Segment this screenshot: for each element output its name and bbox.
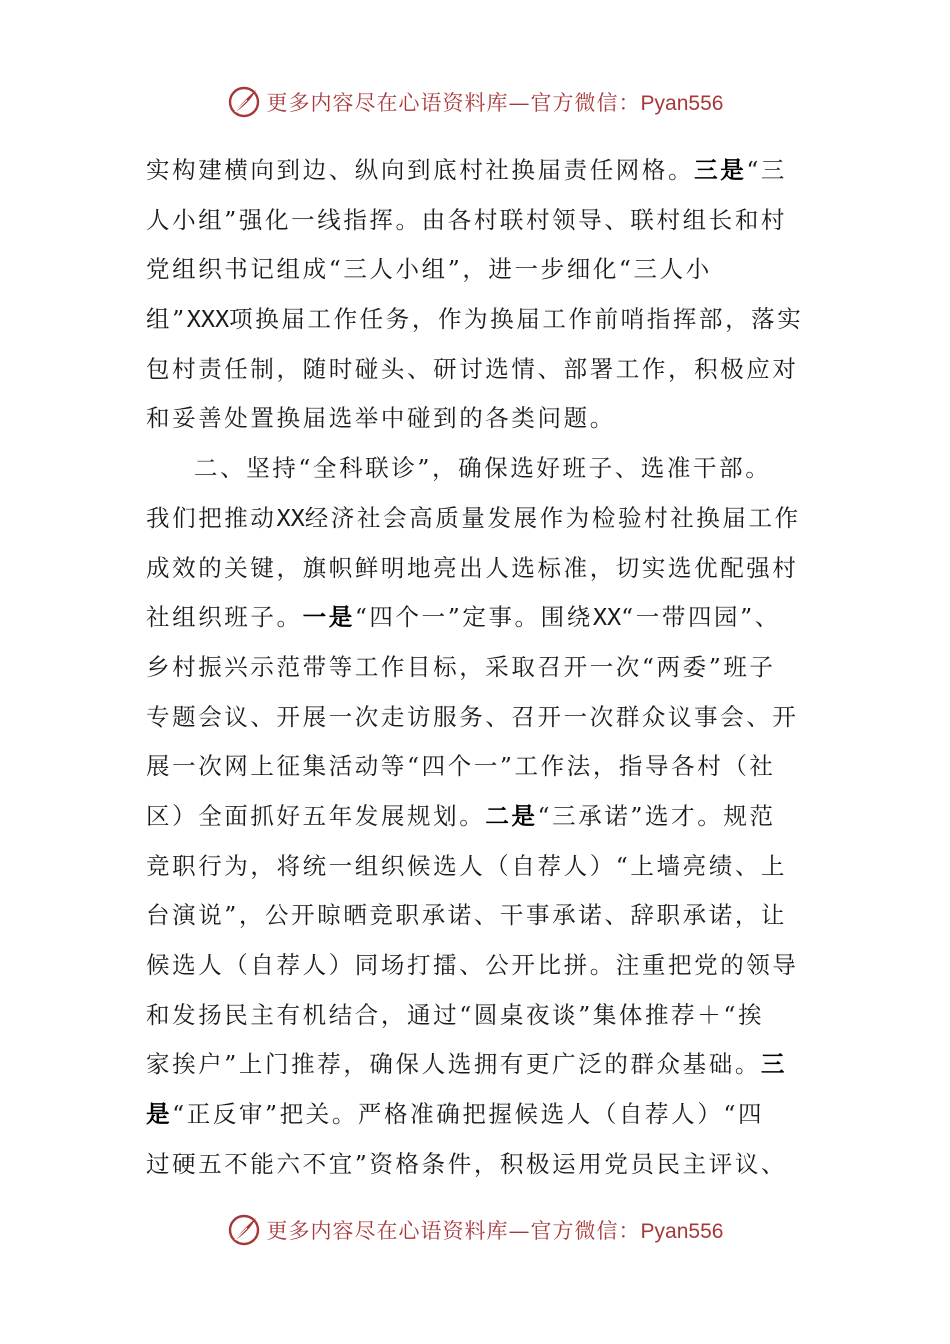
text-segment: 候选人（自荐人）同场打擂、公开比拼。注重把党的领导 xyxy=(146,951,799,979)
text-line xyxy=(146,1140,806,1190)
placeholder-code: XXX xyxy=(186,305,230,334)
text-line xyxy=(146,991,806,1041)
text-segment: 成效的关键，旗帜鲜明地亮出人选标准，切实选优配强村 xyxy=(146,553,799,582)
document-body xyxy=(146,146,806,1189)
text-segment: 过硬五不能六不宜”资格条件，积极运用党员民主评议、 xyxy=(146,1149,788,1178)
text-segment: 区）全面抓好五年发展规划。 xyxy=(146,801,486,830)
text-line xyxy=(146,544,806,594)
text-segment: 社组织班子。 xyxy=(146,603,303,632)
feather-pen-logo-icon xyxy=(227,85,261,119)
text-line xyxy=(146,842,806,892)
text-segment: 台演说”，公开晾晒竞职承诺、干事承诺、辞职承诺，让 xyxy=(146,901,788,930)
footer-banner xyxy=(0,1208,950,1252)
feather-pen-logo-icon xyxy=(227,1213,261,1247)
text-segment: 包村责任制，随时碰头、研讨选情、部署工作，积极应对 xyxy=(146,354,799,383)
text-line xyxy=(146,196,806,246)
banner-text: 更多内容尽在心语资料库—官方微信：Pyan556 xyxy=(266,91,724,115)
text-segment: 家挨户”上门推荐，确保人选拥有更广泛的群众基础。 xyxy=(146,1050,761,1079)
text-segment: 和发扬民主有机结合，通过“圆桌夜谈”集体推荐＋“挨 xyxy=(146,1000,765,1029)
text-line xyxy=(146,494,806,544)
text-line xyxy=(146,1040,806,1090)
text-segment: 人小组”强化一线指挥。由各村联村领导、联村组长和村 xyxy=(146,205,788,234)
text-segment: “正反审”把关。严格准确把握候选人（自荐人）“四 xyxy=(172,1100,765,1129)
banner-text: 更多内容尽在心语资料库—官方微信：Pyan556 xyxy=(266,1219,724,1243)
text-line xyxy=(146,891,806,941)
text-line xyxy=(146,295,806,345)
text-line xyxy=(146,643,806,693)
text-line xyxy=(146,742,806,792)
bold-emphasis: 是 xyxy=(146,1100,173,1129)
text-segment: 实构建横向到边、纵向到底村社换届责任网格。 xyxy=(146,156,695,184)
text-line xyxy=(146,693,806,743)
text-line xyxy=(146,792,806,842)
text-segment: 组” xyxy=(146,305,187,334)
bold-emphasis: 二是 xyxy=(485,801,538,830)
text-line xyxy=(146,245,806,295)
placeholder-code: XX xyxy=(276,503,305,532)
text-segment: “四个一”定事。围绕 xyxy=(354,603,593,632)
text-segment: 经济社会高质量发展作为检验村社换届工作 xyxy=(304,503,801,532)
bold-emphasis: 一是 xyxy=(302,603,355,632)
bold-emphasis: 三 xyxy=(760,1050,788,1079)
text-segment: 我们把推动 xyxy=(146,503,277,532)
text-segment: 展一次网上征集活动等“四个一”工作法，指导各村（社 xyxy=(146,752,776,781)
text-segment: “三 xyxy=(746,156,788,184)
text-line xyxy=(146,146,806,196)
text-line xyxy=(146,444,806,494)
text-line xyxy=(146,1090,806,1140)
text-segment: 专题会议、开展一次走访服务、召开一次群众议事会、开 xyxy=(146,702,799,731)
text-segment: 和妥善处置换届选举中碰到的各类问题。 xyxy=(146,404,616,433)
text-segment: “一带四园”、 xyxy=(621,603,781,632)
text-segment: 项换届工作任务，作为换届工作前哨指挥部，落实 xyxy=(229,305,804,334)
text-line xyxy=(146,593,806,643)
header-banner xyxy=(0,80,950,124)
text-segment: 竞职行为，将统一组织候选人（自荐人）“上墙亮绩、上 xyxy=(146,851,788,880)
text-segment: “三承诺”选才。规范 xyxy=(537,801,776,830)
placeholder-code: XX xyxy=(592,603,622,632)
text-line xyxy=(146,394,806,444)
text-line xyxy=(146,345,806,395)
text-segment: 党组织书记组成“三人小组”，进一步细化“三人小 xyxy=(146,255,712,284)
text-segment: 二、坚持“全科联诊”，确保选好班子、选准干部。 xyxy=(194,454,772,483)
text-line xyxy=(146,941,806,991)
bold-emphasis: 三是 xyxy=(694,156,747,184)
text-segment: 乡村振兴示范带等工作目标，采取召开一次“两委”班子 xyxy=(146,652,776,681)
